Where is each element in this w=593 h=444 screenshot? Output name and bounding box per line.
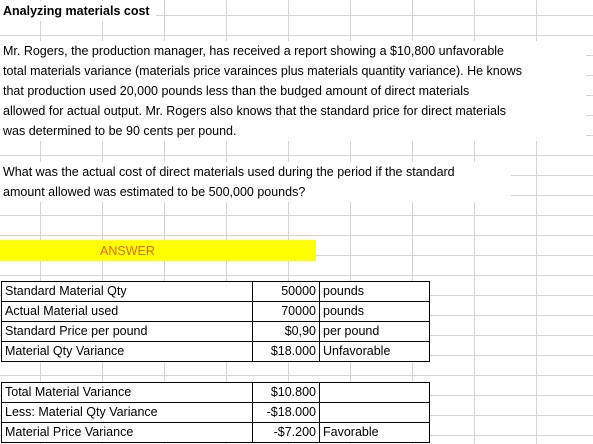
row-label-cell[interactable]: Material Price Variance [2, 423, 253, 443]
table-row [2, 322, 430, 342]
row-value-cell[interactable]: $10.800 [253, 383, 320, 403]
row-value-cell[interactable]: 70000 [253, 302, 320, 322]
row-label-cell[interactable]: Material Qty Variance [2, 342, 253, 362]
row-unit-cell[interactable]: pounds [320, 302, 430, 322]
price-variance-table [1, 382, 430, 443]
quantity-variance-table [1, 281, 430, 362]
table-row [2, 302, 430, 322]
row-unit-cell[interactable]: Favorable [320, 423, 430, 443]
row-value-cell[interactable]: 50000 [253, 282, 320, 302]
row-value-cell[interactable]: -$7.200 [253, 423, 320, 443]
paragraph-line: allowed for actual output. Mr. Rogers also knows that the standard price for direct materials [3, 104, 507, 118]
problem-paragraph[interactable] [0, 41, 586, 141]
row-label-cell[interactable]: Standard Material Qty [2, 282, 253, 302]
row-unit-cell[interactable]: per pound [320, 322, 430, 342]
answer-highlight-cell[interactable] [0, 240, 316, 261]
answer-label: ANSWER [100, 244, 155, 258]
row-label-cell[interactable]: Total Material Variance [2, 383, 253, 403]
table-row [2, 342, 430, 362]
paragraph-line: was determined to be 90 cents per pound. [3, 124, 237, 138]
row-value-cell[interactable]: $0,90 [253, 322, 320, 342]
row-unit-cell[interactable] [320, 383, 430, 403]
row-label-cell[interactable]: Standard Price per pound [2, 322, 253, 342]
row-label-cell[interactable]: Less: Material Qty Variance [2, 403, 253, 423]
row-unit-cell[interactable]: Unfavorable [320, 342, 430, 362]
sheet-title[interactable]: Analyzing materials cost [0, 1, 156, 21]
question-line: amount allowed was estimated to be 500,000 pounds? [3, 185, 306, 199]
paragraph-line: total materials variance (materials price varainces plus materials quantity variance). He knows [3, 64, 522, 78]
row-value-cell[interactable]: -$18.000 [253, 403, 320, 423]
table-row [2, 403, 430, 423]
paragraph-line: Mr. Rogers, the production manager, has received a report showing a $10,800 unfavorable [3, 44, 505, 58]
row-unit-cell[interactable] [320, 403, 430, 423]
table-row [2, 282, 430, 302]
table-row [2, 423, 430, 443]
table-row [2, 383, 430, 403]
question-line: What was the actual cost of direct materials used during the period if the standard [3, 165, 455, 179]
row-unit-cell[interactable]: pounds [320, 282, 430, 302]
row-label-cell[interactable]: Actual Material used [2, 302, 253, 322]
row-value-cell[interactable]: $18.000 [253, 342, 320, 362]
question-paragraph[interactable] [0, 162, 511, 202]
paragraph-line: that production used 20,000 pounds less than the budged amount of direct materials [3, 84, 470, 98]
